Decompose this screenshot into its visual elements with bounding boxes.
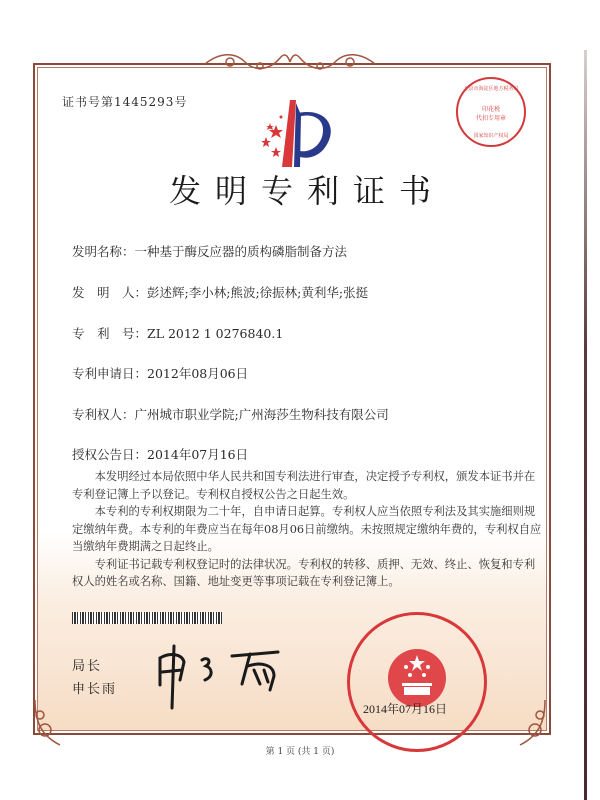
ornament-corner-bottom-left-icon (30, 700, 70, 750)
field-invention-name: 发明名称：一种基于酶反应器的质构磷脂制备方法 (72, 244, 348, 259)
paragraph: 专利证书记载专利权登记时的法律状况。专利权的转移、质押、无效、终止、恢复和专利权人的姓名或名称、国籍、地址变更等事项记载在专利登记簿上。 (72, 557, 536, 588)
signature-icon (150, 640, 300, 710)
field-inventors: 发 明 人：彭述辉;李小林;熊波;徐振林;黄利华;张挺 (72, 285, 369, 300)
director-name: 申长雨 (72, 682, 118, 697)
paragraph: 本专利的专利权期限为二十年，自申请日起算。专利权人应当依照专利法及其实施细则规定缴纳年费。本专利的年费应当在每年08月06日前缴纳。未按照规定缴纳年费的，专利权自应当缴纳年费期满之日起终止。 (72, 505, 542, 553)
paragraph: 本发明经过本局依照中华人民共和国专利法进行审查，决定授予专利权，颁发本证书并在专利登记簿上予以登记。专利权自授权公告之日起生效。 (72, 470, 536, 501)
certificate-title: 发明专利证书 (168, 172, 445, 210)
tax-stamp: 北京市海淀区地方税务局 印花税 代扣专用章 国家知识产权局 (456, 77, 526, 147)
certificate-number: 证书号第1445293号 (62, 95, 188, 109)
ornament-corner-bottom-right-icon (510, 700, 550, 750)
page-edge (584, 50, 587, 800)
field-application-date: 专利申请日：2012年08月06日 (72, 366, 249, 381)
stamp-date: 2014年07月16日 (363, 702, 448, 716)
patent-office-logo-icon (248, 95, 338, 170)
field-grant-date: 授权公告日：2014年07月16日 (72, 447, 249, 462)
national-ip-office-stamp (347, 612, 487, 752)
director-title: 局长 (72, 659, 103, 674)
ornament-top-icon (200, 48, 380, 76)
page-indicator: 第 1 页 (共 1 页) (265, 747, 335, 757)
field-patentee: 专利权人：广州城市职业学院;广州海莎生物科技有限公司 (72, 407, 389, 422)
barcode (72, 612, 222, 624)
field-patent-number: 专 利 号：ZL 2012 1 0276840.1 (72, 326, 284, 341)
certificate-body (72, 468, 542, 591)
